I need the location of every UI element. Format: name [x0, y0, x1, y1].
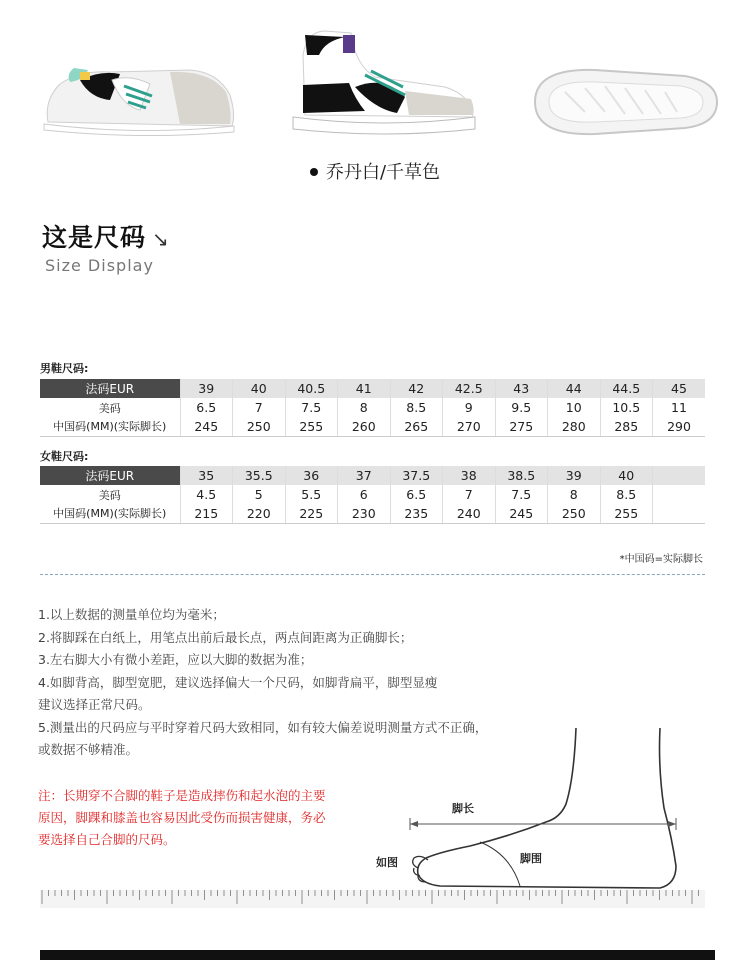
- size-cell: 7.5: [285, 398, 338, 417]
- divider: [40, 574, 705, 575]
- bottom-bar: [40, 950, 715, 960]
- size-cell: 39: [548, 466, 601, 485]
- size-cell: 7.5: [495, 485, 548, 504]
- men-size-table: [40, 379, 705, 437]
- size-cell: 9: [443, 398, 496, 417]
- size-row-label: 美码: [40, 485, 180, 504]
- arrow-down-right-icon: ↘: [152, 227, 170, 251]
- size-cell: 35.5: [233, 466, 286, 485]
- warning-line: 注：长期穿不合脚的鞋子是造成摔伤和起水泡的主要: [38, 788, 326, 803]
- size-cell: 38: [443, 466, 496, 485]
- size-cell: 7: [233, 398, 286, 417]
- size-row-label: 法码EUR: [40, 379, 180, 398]
- warning-line: 原因，脚踝和膝盖也容易因此受伤而损害健康，务必: [38, 810, 326, 825]
- section-title-text: 这是尺码: [42, 223, 147, 252]
- size-cell: 10.5: [600, 398, 653, 417]
- size-cell: 290: [653, 417, 706, 436]
- women-size-table: [40, 466, 705, 524]
- size-cell: [653, 466, 706, 485]
- size-cell: 4.5: [180, 485, 233, 504]
- size-cell: 42.5: [443, 379, 496, 398]
- size-cell: [653, 485, 706, 504]
- size-cell: 44.5: [600, 379, 653, 398]
- size-cell: 245: [495, 504, 548, 523]
- size-cell: 6: [338, 485, 391, 504]
- warning-notice: [38, 785, 368, 851]
- size-cell: 230: [338, 504, 391, 523]
- note-line: 5.测量出的尺码应与平时穿着尺码大致相同，如有较大偏差说明测量方式不正确，: [38, 719, 488, 735]
- men-size-row: [40, 398, 705, 417]
- size-cell: 7: [443, 485, 496, 504]
- size-cell: 275: [495, 417, 548, 436]
- size-cell: 37: [338, 466, 391, 485]
- size-cell: 260: [338, 417, 391, 436]
- size-cell: 240: [443, 504, 496, 523]
- note-line: 4.如脚背高，脚型宽肥，建议选择偏大一个尺码，如脚背扁平，脚型显瘦: [38, 674, 438, 690]
- ruler-image: [40, 890, 705, 908]
- bullet-dot-icon: [310, 168, 318, 176]
- note-line: 建议选择正常尺码。: [38, 697, 151, 712]
- size-cell: 44: [548, 379, 601, 398]
- size-cell: 255: [600, 504, 653, 523]
- color-variant-label: [0, 158, 750, 184]
- size-cell: 245: [180, 417, 233, 436]
- foot-diagram: [360, 718, 700, 898]
- shoe-side-view-image: [40, 40, 240, 140]
- size-cell: 40: [600, 466, 653, 485]
- size-cell: 35: [180, 466, 233, 485]
- size-cell: 41: [338, 379, 391, 398]
- note-line: 3.左右脚大小有微小差距，应以大脚的数据为准；: [38, 652, 313, 667]
- size-cell: 5.5: [285, 485, 338, 504]
- size-cell: 40: [233, 379, 286, 398]
- size-cell: 36: [285, 466, 338, 485]
- size-cell: 255: [285, 417, 338, 436]
- size-cell: 38.5: [495, 466, 548, 485]
- women-size-row: [40, 466, 705, 485]
- size-row-label: 美码: [40, 398, 180, 417]
- size-cell: 8: [548, 485, 601, 504]
- product-images: [0, 0, 750, 150]
- note-line: 2.将脚踩在白纸上，用笔点出前后最长点，两点间距离为正确脚长；: [38, 629, 413, 645]
- size-cell: 6.5: [180, 398, 233, 417]
- size-cell: 40.5: [285, 379, 338, 398]
- size-cell: 215: [180, 504, 233, 523]
- section-subtitle: Size Display: [45, 256, 154, 275]
- size-cell: 45: [653, 379, 706, 398]
- size-cell: 9.5: [495, 398, 548, 417]
- size-row-label: 中国码(MM)(实际脚长): [40, 504, 180, 523]
- size-row-label: 法码EUR: [40, 466, 180, 485]
- warning-line: 要选择自己合脚的尺码。: [38, 832, 176, 847]
- size-cell: 280: [548, 417, 601, 436]
- shoe-profile-image: [285, 25, 480, 140]
- size-cell: 285: [600, 417, 653, 436]
- size-cell: 220: [233, 504, 286, 523]
- size-row-label: 中国码(MM)(实际脚长): [40, 417, 180, 436]
- size-cell: 8: [338, 398, 391, 417]
- size-cell: 270: [443, 417, 496, 436]
- men-size-caption: 男鞋尺码:: [40, 362, 89, 375]
- women-size-row: [40, 504, 705, 523]
- size-cell: 8.5: [390, 398, 443, 417]
- size-cell: 250: [548, 504, 601, 523]
- as-shown-label: 如图: [376, 856, 398, 869]
- size-cell: 39: [180, 379, 233, 398]
- foot-girth-label: 脚围: [520, 852, 542, 865]
- women-size-row: [40, 485, 705, 504]
- women-size-caption: 女鞋尺码:: [40, 450, 89, 463]
- size-cell: 265: [390, 417, 443, 436]
- footnote: *中国码=实际脚长: [619, 554, 703, 565]
- men-size-row: [40, 379, 705, 398]
- size-cell: 43: [495, 379, 548, 398]
- size-cell: 225: [285, 504, 338, 523]
- size-cell: 10: [548, 398, 601, 417]
- size-cell: 37.5: [390, 466, 443, 485]
- size-cell: [653, 504, 706, 523]
- section-title: [42, 218, 170, 254]
- color-name: 乔丹白/千草色: [325, 162, 441, 183]
- note-line: 1.以上数据的测量单位均为毫米；: [38, 607, 225, 622]
- size-cell: 8.5: [600, 485, 653, 504]
- size-cell: 42: [390, 379, 443, 398]
- size-cell: 6.5: [390, 485, 443, 504]
- foot-length-label: 脚长: [452, 802, 474, 815]
- size-cell: 5: [233, 485, 286, 504]
- note-line: 或数据不够精准。: [38, 742, 139, 757]
- size-cell: 11: [653, 398, 706, 417]
- men-size-row: [40, 417, 705, 436]
- shoe-sole-image: [525, 62, 720, 142]
- size-cell: 235: [390, 504, 443, 523]
- size-cell: 250: [233, 417, 286, 436]
